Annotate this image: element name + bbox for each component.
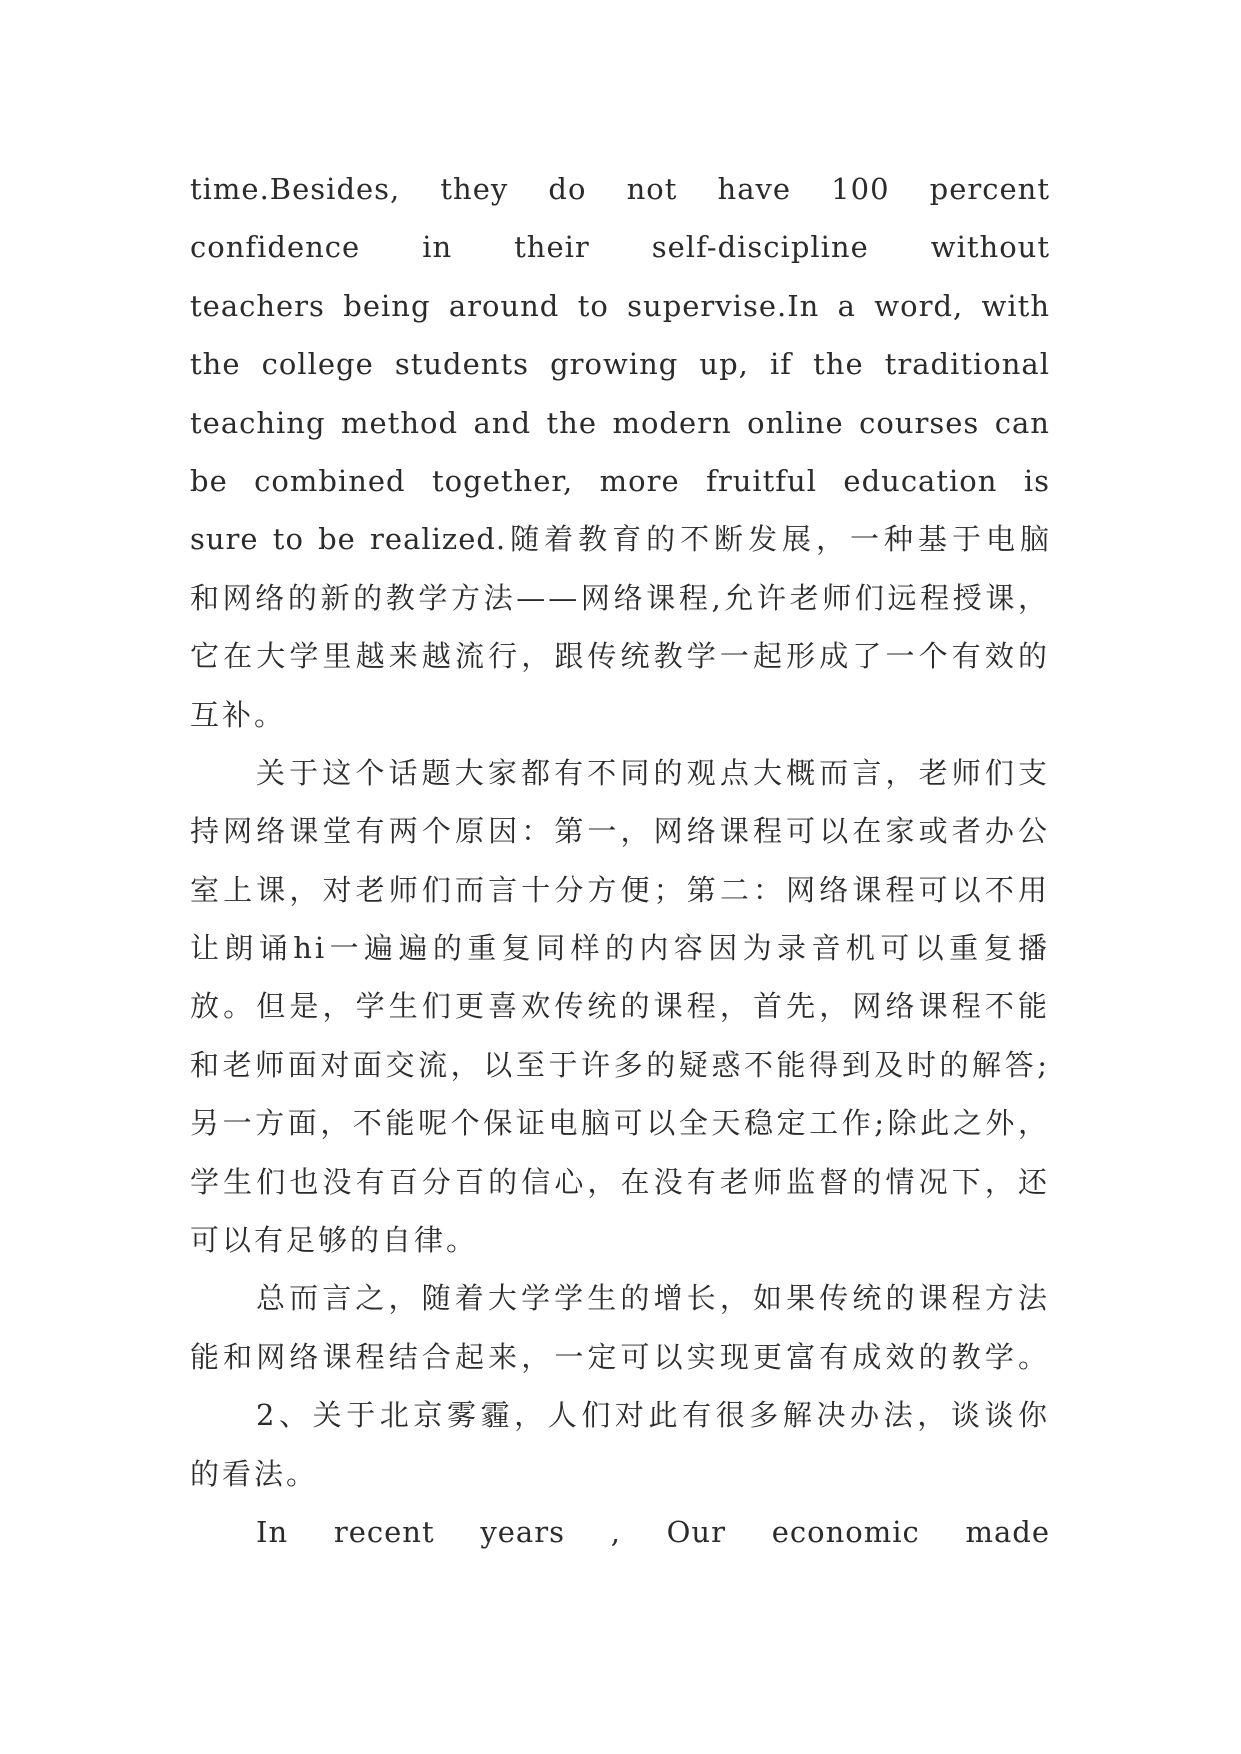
text-line: 互补。 <box>190 697 287 732</box>
text-line: 它在大学里越来越流行，跟传统教学一起形成了一个有效的 <box>190 639 1050 674</box>
text-line: 放。但是，学生们更喜欢传统的课程，首先，网络课程不能 <box>190 989 1050 1024</box>
text-line: teaching method and the modern online courses can <box>190 405 1050 440</box>
text-line: 室上课，对老师们而言十分方便；第二：网络课程可以不用 <box>190 872 1050 907</box>
text-line: 能和网络课程结合起来，一定可以实现更富有成效的教学。 <box>190 1339 1050 1374</box>
question-heading: 2、关于北京雾霾，人们对此有很多解决办法，谈谈你 <box>256 1398 1050 1433</box>
text-line: 让朗诵hi一遍遍的重复同样的内容因为录音机可以重复播 <box>190 931 1050 966</box>
text-line: the college students growing up, if the traditional <box>190 347 1050 382</box>
text-line: time.Besides, they do not have 100 percent <box>190 172 1050 206</box>
text-line: 可以有足够的自律。 <box>190 1223 479 1258</box>
text-line: teachers being around to supervise.In a word, with <box>190 288 1050 323</box>
text-line: 另一方面，不能呢个保证电脑可以全天稳定工作;除此之外， <box>190 1106 1050 1141</box>
paragraph-first-line: In recent years , Our economic made <box>256 1514 1050 1549</box>
paragraph-first-line: 总而言之，随着大学学生的增长，如果传统的课程方法 <box>256 1281 1050 1316</box>
text-line: 和网络的新的教学方法——网络课程,允许老师们远程授课， <box>190 580 1050 615</box>
text-line: 学生们也没有百分百的信心，在没有老师监督的情况下，还 <box>190 1164 1050 1199</box>
text-line: be combined together, more fruitful education is <box>190 463 1050 498</box>
text-line: 持网络课堂有两个原因：第一，网络课程可以在家或者办公 <box>190 814 1050 849</box>
text-line: sure to be realized.随着教育的不断发展，一种基于电脑 <box>190 522 1050 557</box>
text-line: 的看法。 <box>190 1456 319 1491</box>
text-line: 和老师面对面交流，以至于许多的疑惑不能得到及时的解答; <box>190 1047 1050 1082</box>
paragraph-first-line: 关于这个话题大家都有不同的观点大概而言，老师们支 <box>256 755 1050 790</box>
document-body <box>190 160 1050 1561</box>
text-line: confidence in their self-discipline without <box>190 230 1050 265</box>
